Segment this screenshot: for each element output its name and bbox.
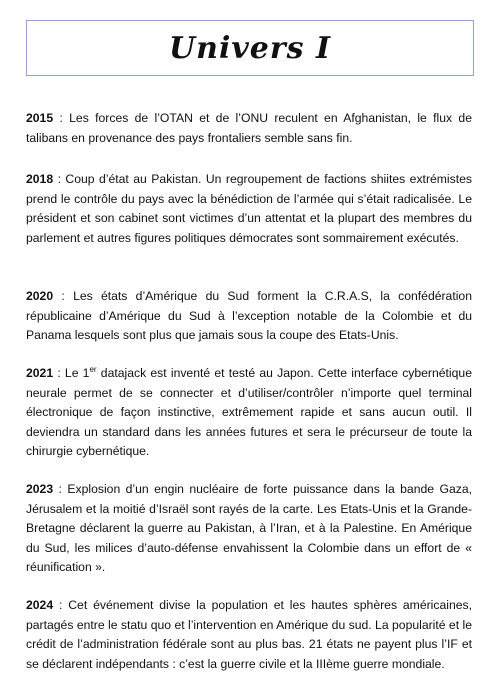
- entry-year: 2015: [26, 111, 54, 125]
- entry-year: 2021: [26, 366, 54, 380]
- entry-text: Les états d’Amérique du Sud forment la C.R.A.S, la confédération républicaine d’Amérique du Sud à l’exception notable de la Colombie et du Panama lesquels sont plus que jamais sous la coupe des Etats-Unis.: [26, 289, 472, 342]
- timeline-entry-2020: [26, 287, 472, 346]
- entry-separator: :: [53, 111, 70, 125]
- entry-text: Cet événement divise la population et les hautes sphères américaines, partagés entre le statu quo et l’intervention en Amérique du sud. La popularité et le crédit de l’administration fédérale sont au plus bas. 21 états ne payent plus l’IF et se déclarent indépendants : c’est la guerre civile et la IIIème guerre mondiale.: [26, 598, 472, 671]
- entry-text: Les forces de l’OTAN et de l’ONU reculent en Afghanistan, le flux de talibans en provenance des pays frontaliers semble sans fin.: [26, 111, 472, 145]
- entry-year: 2023: [26, 482, 54, 496]
- timeline-entry-2021: [26, 364, 472, 462]
- ordinal-superscript: er: [89, 364, 97, 374]
- entry-text: Coup d’état au Pakistan. Un regroupement de factions shiites extrémistes prend le contrôle du pays avec la bénédiction de l’armée qui s’était radicalisée. Le président et son cabinet sont victimes d’un attentat et la plupart des membres du parlement et autres figures politiques démocrates sont sommairement exécutés.: [26, 172, 472, 245]
- entry-text-prefix: Le 1: [64, 366, 90, 380]
- entry-year: 2024: [26, 598, 54, 612]
- entry-text: Explosion d’un engin nucléaire de forte puissance dans la bande Gaza, Jérusalem et la moitié d’Israël sont rayés de la carte. Les Etats-Unis et la Grande-Bretagne déclarent la guerre au Pakistan, à l’Iran, et à la Palestine. En Amérique du Sud, les milices d’auto-défense envahissent la Colombie dans un effort de « réunification ».: [26, 482, 472, 574]
- entry-separator: :: [53, 172, 66, 186]
- entry-separator: :: [53, 366, 65, 380]
- timeline-entry-2023: [26, 480, 472, 578]
- timeline-entry-2015: [26, 109, 472, 148]
- entry-separator: :: [53, 598, 69, 612]
- entry-text: datajack est inventé et testé au Japon. Cette interface cybernétique neurale permet de se connecter et d’utiliser/contrôler n’importe quel terminal électronique de façon instinctive, extrêmement rapide et sans aucun outil. Il deviendra un standard dans les années futures et sera le précurseur de toute la chirurgie cybernétique.: [26, 366, 472, 458]
- entry-year: 2020: [26, 289, 54, 303]
- document-title: Univers I: [168, 30, 332, 66]
- entry-separator: :: [53, 289, 74, 303]
- entry-separator: :: [53, 482, 68, 496]
- title-box: [26, 20, 474, 76]
- timeline-entry-2018: [26, 170, 472, 248]
- timeline-entry-2024: [26, 596, 472, 674]
- entry-year: 2018: [26, 172, 54, 186]
